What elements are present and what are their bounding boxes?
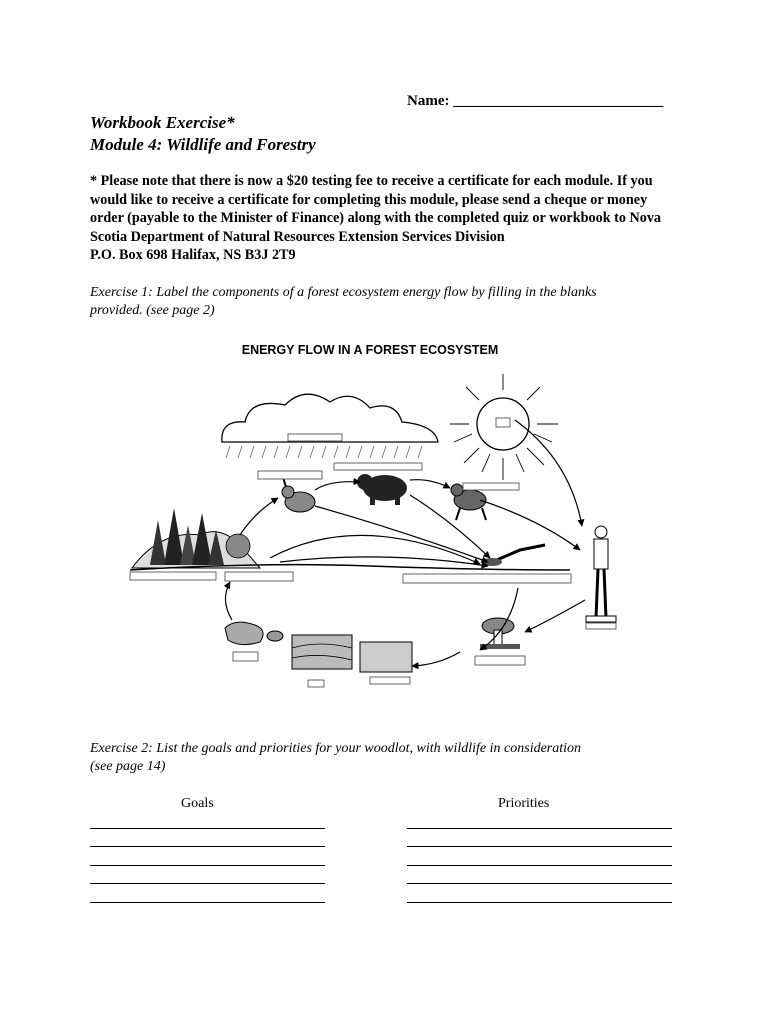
bear-icon: [357, 474, 407, 505]
exercise-2-line1: Exercise 2: List the goals and priorities for your woodlot, with wildlife in consideration: [90, 741, 582, 756]
label-blank-soil[interactable]: [308, 680, 324, 687]
goals-answer-line[interactable]: [90, 828, 325, 829]
page-title: [90, 112, 316, 156]
priorities-heading: Priorities: [498, 796, 550, 811]
label-blank-top[interactable]: [334, 463, 422, 470]
goals-answer-line[interactable]: [90, 865, 325, 866]
exercise-1-line2: provided. (see page 2): [90, 303, 215, 318]
label-blank-mushroom[interactable]: [475, 656, 525, 665]
goals-answer-line[interactable]: [90, 902, 325, 903]
label-blank-forest[interactable]: [130, 572, 216, 580]
exercise-2-line2: (see page 14): [90, 759, 166, 774]
fungi-icon: [225, 622, 283, 644]
name-label: Name:: [407, 93, 450, 109]
name-blank[interactable]: ____________________________: [449, 93, 664, 109]
goals-heading: Goals: [181, 796, 214, 811]
rabbit-icon: [282, 474, 315, 512]
fee-note: [90, 172, 680, 265]
energy-flow-arrows: [225, 420, 585, 666]
label-blank-producers[interactable]: [225, 572, 293, 581]
title-module: Module 4: Wildlife and Forestry: [90, 135, 316, 154]
label-blank-wolf[interactable]: [463, 483, 519, 490]
priorities-answer-line[interactable]: [407, 902, 672, 903]
cloud-rain-icon: [222, 394, 438, 458]
human-figure-icon: [586, 526, 616, 622]
priorities-answer-line[interactable]: [407, 828, 672, 829]
title-workbook-exercise: Workbook Exercise*: [90, 113, 235, 132]
humus-icon: [360, 642, 412, 672]
forest-trees-icon: [132, 508, 260, 568]
label-blank-rabbit[interactable]: [258, 471, 322, 479]
label-blank-dead-matter[interactable]: [403, 574, 571, 583]
priorities-answer-line[interactable]: [407, 865, 672, 866]
label-blank-sun[interactable]: [496, 418, 510, 427]
fee-note-text: * Please note that there is now a $20 testing fee to receive a certificate for each module. If you would like to receive a certificate for completing this module, please send a cheque or money order (payable to the Minister of Finance) along with the completed quiz or workbook to Nova Scotia Department of Natural Resources Extension Services Division: [90, 173, 662, 245]
energy-flow-diagram: [120, 330, 630, 700]
exercise-2-instructions: [90, 740, 680, 776]
goals-answer-line[interactable]: [90, 883, 325, 884]
exercise-1-instructions: [90, 284, 680, 320]
label-blank-fungi[interactable]: [233, 652, 258, 661]
fallen-log-icon: [482, 545, 545, 566]
priorities-answer-line[interactable]: [407, 883, 672, 884]
soil-layer-icon: [292, 635, 352, 669]
priorities-answer-line[interactable]: [407, 846, 672, 847]
label-blank-humus[interactable]: [370, 677, 410, 684]
goals-answer-line[interactable]: [90, 846, 325, 847]
exercise-1-line1: Exercise 1: Label the components of a forest ecosystem energy flow by filling in the blanks: [90, 285, 597, 300]
label-blank-cloud[interactable]: [288, 434, 342, 441]
label-blank-human[interactable]: [586, 623, 616, 629]
diagram-title: ENERGY FLOW IN A FOREST ECOSYSTEM: [241, 343, 499, 357]
name-field[interactable]: [407, 93, 663, 110]
mushroom-icon: [480, 618, 520, 649]
mailing-address: P.O. Box 698 Halifax, NS B3J 2T9: [90, 247, 296, 264]
